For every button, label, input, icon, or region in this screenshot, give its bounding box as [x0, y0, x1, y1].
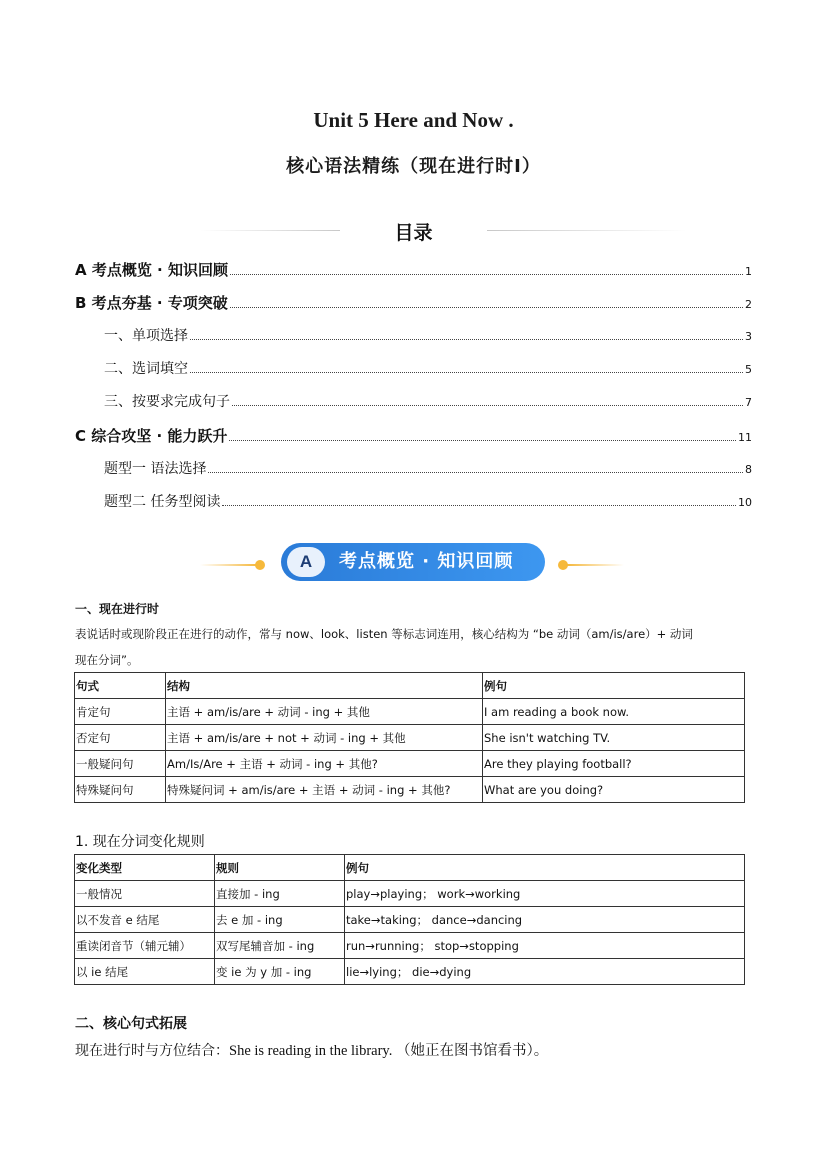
table-cell: play→playing； work→working: [345, 881, 745, 907]
table-cell: 以不发音 e 结尾: [75, 907, 215, 933]
toc-leader-dots: [232, 405, 743, 406]
toc-entry-label: B 考点夯基 · 专项突破: [75, 294, 228, 312]
table-cell: What are you doing?: [483, 777, 745, 803]
toc-entry[interactable]: [75, 425, 752, 447]
document-subtitle: 核心语法精练（现在进行时Ⅰ）: [286, 156, 541, 177]
table-cell: 直接加 - ing: [215, 881, 345, 907]
sentence-pattern-table: [74, 672, 745, 803]
toc-entry-page: 5: [745, 363, 752, 376]
toc-entry-label: 题型一 语法选择: [104, 461, 207, 477]
table-cell: 肯定句: [75, 699, 166, 725]
toc-entry-label: 二、选词填空: [104, 361, 188, 377]
toc-entry[interactable]: [104, 491, 752, 513]
toc-entry-label: 三、按要求完成句子: [104, 394, 230, 410]
table-cell: 特殊疑问词 + am/is/are + 主语 + 动词 - ing + 其他?: [166, 777, 483, 803]
table-row: [75, 933, 745, 959]
toc-heading: 目录: [394, 222, 433, 244]
table-cell: 双写尾辅音加 - ing: [215, 933, 345, 959]
table-row: [75, 907, 745, 933]
table-cell: 以 ie 结尾: [75, 959, 215, 985]
toc-entry-page: 11: [738, 431, 752, 444]
table-cell: She isn't watching TV.: [483, 725, 745, 751]
section-paragraph: [75, 621, 765, 673]
banner-line-right: [566, 564, 624, 566]
toc-leader-dots: [230, 307, 743, 308]
toc-entry-page: 3: [745, 330, 752, 343]
toc-entry-label: 题型二 任务型阅读: [104, 494, 221, 510]
example-sentence: [75, 1039, 548, 1060]
table-header-cell: 规则: [215, 855, 345, 881]
section-heading: 二、核心句式拓展: [75, 1016, 187, 1032]
table-header-cell: 句式: [75, 673, 166, 699]
toc-entry[interactable]: [75, 292, 752, 314]
table-header-cell: 结构: [166, 673, 483, 699]
table-cell: 主语 + am/is/are + not + 动词 - ing + 其他: [166, 725, 483, 751]
toc-entry[interactable]: [104, 325, 752, 347]
section-heading: 一、现在进行时: [75, 602, 160, 616]
table-cell: 一般疑问句: [75, 751, 166, 777]
banner-title: 考点概览 · 知识回顾: [339, 551, 514, 572]
paragraph-line: 现在分词”。: [75, 653, 139, 667]
toc-leader-dots: [190, 372, 743, 373]
toc-entry-label: A 考点概览 · 知识回顾: [75, 261, 228, 279]
table-cell: 主语 + am/is/are + 动词 - ing + 其他: [166, 699, 483, 725]
toc-leader-dots: [229, 440, 736, 441]
table-cell: 重读闭音节（辅元辅）: [75, 933, 215, 959]
table-row: [75, 881, 745, 907]
table-header-cell: 例句: [483, 673, 745, 699]
toc-entry-page: 1: [745, 265, 752, 278]
toc-entry-page: 2: [745, 298, 752, 311]
toc-entry[interactable]: [104, 358, 752, 380]
toc-leader-dots: [208, 472, 743, 473]
toc-leader-dots: [222, 505, 736, 506]
table-cell: 去 e 加 - ing: [215, 907, 345, 933]
table-header-row: [75, 855, 745, 881]
table-cell: 否定句: [75, 725, 166, 751]
table-cell: Are they playing football?: [483, 751, 745, 777]
table-row: [75, 959, 745, 985]
paragraph-line: 表说话时或现阶段正在进行的动作，常与 now、look、listen 等标志词连用，核心结构为 “be 动词（am/is/are）+ 动词: [75, 627, 693, 641]
table-cell: I am reading a book now.: [483, 699, 745, 725]
table-row: [75, 777, 745, 803]
rules-heading: 1. 现在分词变化规则: [75, 834, 205, 850]
section-banner: [281, 543, 545, 581]
document-title: Unit 5 Here and Now .: [313, 108, 514, 132]
toc-entry[interactable]: [104, 458, 752, 480]
table-cell: run→running； stop→stopping: [345, 933, 745, 959]
table-cell: 特殊疑问句: [75, 777, 166, 803]
table-cell: take→taking； dance→dancing: [345, 907, 745, 933]
table-header-cell: 例句: [345, 855, 745, 881]
table-header-row: [75, 673, 745, 699]
banner-dot-left: [255, 560, 265, 570]
toc-entry[interactable]: [75, 259, 752, 281]
table-row: [75, 699, 745, 725]
table-row: [75, 725, 745, 751]
example-text: She is reading in the library. （她正在图书馆看书）。: [229, 1043, 549, 1059]
toc-entry-page: 8: [745, 463, 752, 476]
toc-entry-label: C 综合攻坚 · 能力跃升: [75, 427, 228, 445]
banner-line-left: [200, 564, 258, 566]
banner-letter-badge: A: [287, 547, 325, 577]
toc-leader-dots: [190, 339, 743, 340]
toc-entry-label: 一、单项选择: [104, 328, 188, 344]
example-lead-in: 现在进行时与方位结合：: [75, 1043, 229, 1059]
table-row: [75, 751, 745, 777]
toc-entry[interactable]: [104, 391, 752, 413]
table-cell: lie→lying； die→dying: [345, 959, 745, 985]
toc-entry-page: 10: [738, 496, 752, 509]
toc-entry-page: 7: [745, 396, 752, 409]
table-cell: 一般情况: [75, 881, 215, 907]
participle-rules-table: [74, 854, 745, 985]
table-cell: Am/Is/Are + 主语 + 动词 - ing + 其他?: [166, 751, 483, 777]
table-header-cell: 变化类型: [75, 855, 215, 881]
table-cell: 变 ie 为 y 加 - ing: [215, 959, 345, 985]
toc-leader-dots: [230, 274, 743, 275]
